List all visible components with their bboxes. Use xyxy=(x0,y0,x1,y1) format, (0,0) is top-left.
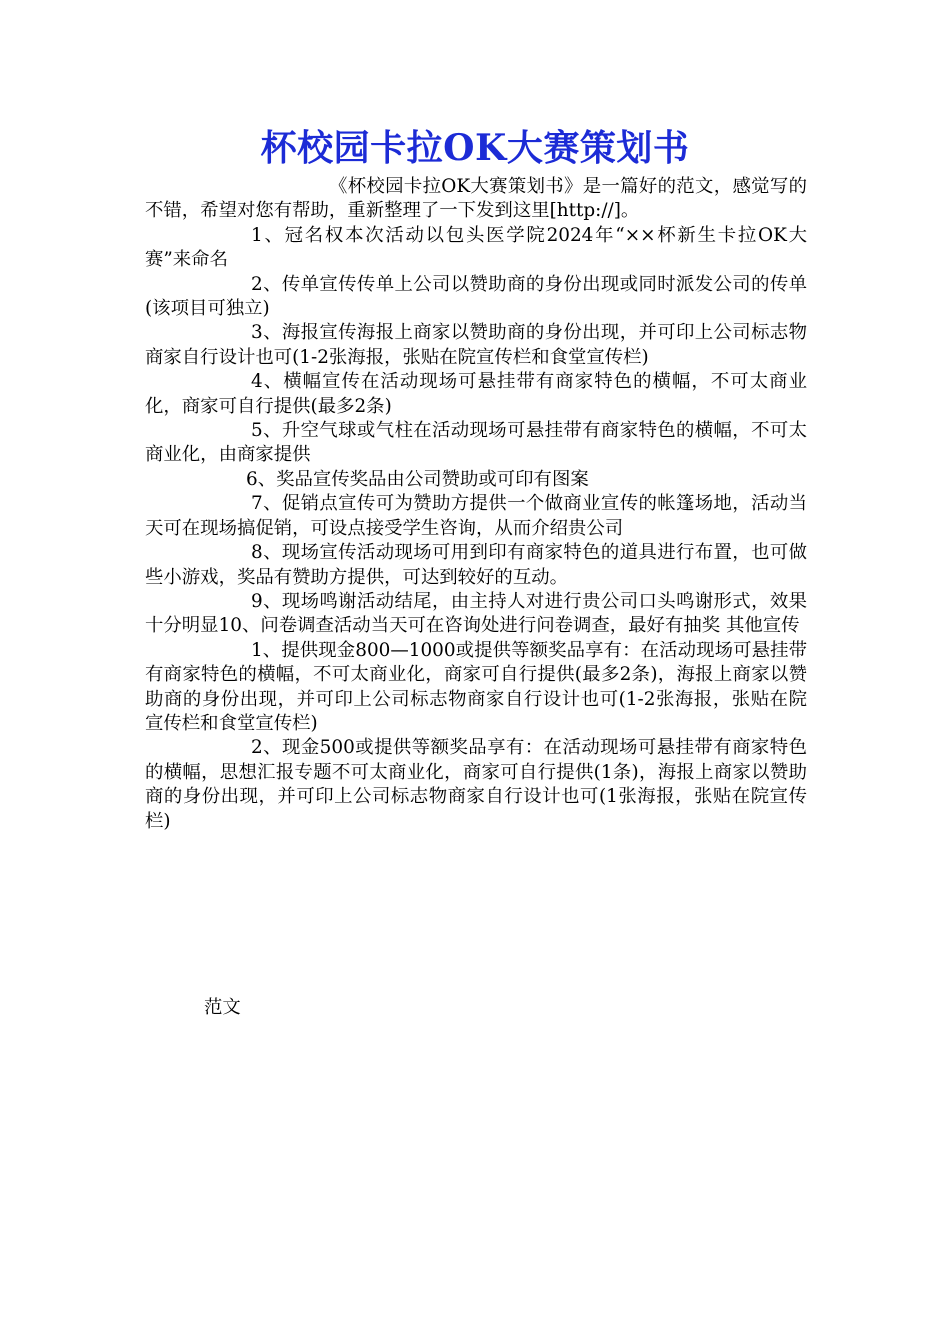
footer-note: 范文 xyxy=(204,997,241,1018)
intro-paragraph: 《杯校园卡拉OK大赛策划书》是一篇好的范文，感觉写的不错，希望对您有帮助，重新整理了一下发到这里[http://]。 xyxy=(145,176,807,222)
list-item: 2、传单宣传传单上公司以赞助商的身份出现或同时派发公司的传单(该项目可独立) xyxy=(145,273,807,320)
list-item: 5、升空气球或气柱在活动现场可悬挂带有商家特色的横幅，不可太商业化，由商家提供 xyxy=(145,420,807,466)
list-item: 1、冠名权本次活动以包头医学院2024年“××杯新生卡拉OK大赛”来命名 xyxy=(145,224,807,271)
list-item: 2、现金500或提供等额奖品享有：在活动现场可悬挂带有商家特色的横幅，思想汇报专题不可太商业化，商家可自行提供(1条)，海报上商家以赞助商的身份出现，并可印上公司标志物商家自行设计也可(1张海报，张贴在院宣传栏) xyxy=(145,737,807,832)
list-item: 3、海报宣传海报上商家以赞助商的身份出现，并可印上公司标志物商家自行设计也可(1-2张海报，张贴在院宣传栏和食堂宣传栏) xyxy=(145,322,807,368)
document-body xyxy=(145,175,807,834)
list-item: 8、现场宣传活动现场可用到印有商家特色的道具进行布置，也可做些小游戏，奖品有赞助方提供，可达到较好的互动。 xyxy=(145,542,807,588)
list-item: 6、奖品宣传奖品由公司赞助或可印有图案 xyxy=(246,468,589,490)
document-title: 杯校园卡拉OK大赛策划书 xyxy=(260,127,690,169)
list-item: 1、提供现金800—1000或提供等额奖品享有：在活动现场可悬挂带有商家特色的横幅，不可太商业化，商家可自行提供(最多2条)，海报上商家以赞助商的身份出现，并可印上公司标志物商家自行设计也可(1-2张海报，张贴在院宣传栏和食堂宣传栏) xyxy=(145,639,807,734)
list-item: 7、促销点宣传可为赞助方提供一个做商业宣传的帐篷场地，活动当天可在现场搞促销，可设点接受学生咨询，从而介绍贵公司 xyxy=(145,493,807,539)
list-item: 4、横幅宣传在活动现场可悬挂带有商家特色的横幅，不可太商业化，商家可自行提供(最多2条) xyxy=(145,371,807,417)
list-item: 9、现场鸣谢活动结尾，由主持人对进行贵公司口头鸣谢形式，效果十分明显10、问卷调查活动当天可在咨询处进行问卷调查，最好有抽奖 其他宣传 xyxy=(145,590,807,637)
